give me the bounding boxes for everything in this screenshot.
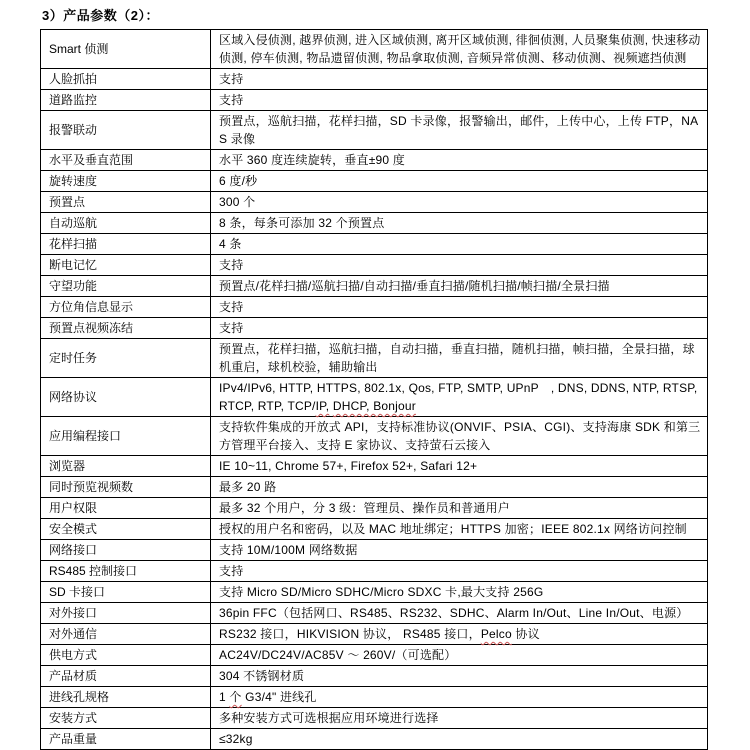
param-name: 对外接口 xyxy=(41,603,211,624)
spellcheck-underline: 个 xyxy=(229,690,242,704)
param-name: 人脸抓拍 xyxy=(41,69,211,90)
param-name: SD 卡接口 xyxy=(41,582,211,603)
spellcheck-underline: IP, xyxy=(315,399,330,413)
table-row xyxy=(41,255,708,276)
param-value: 预置点，巡航扫描，花样扫描，SD 卡录像，报警输出，邮件，上传中心，上传 FTP，NAS 录像 xyxy=(211,111,708,150)
param-name: 安装方式 xyxy=(41,708,211,729)
param-name: 同时预览视频数 xyxy=(41,477,211,498)
param-value: 最多 20 路 xyxy=(211,477,708,498)
param-value: 304 不锈钢材质 xyxy=(211,666,708,687)
param-value: 多种安装方式可选根据应用环境进行选择 xyxy=(211,708,708,729)
param-name: 对外通信 xyxy=(41,624,211,645)
table-row xyxy=(41,417,708,456)
param-value: IPv4/IPv6, HTTP, HTTPS, 802.1x, Qos, FTP, SMTP, UPnP , DNS, DDNS, NTP, RTSP, RTCP, RTP, TCP/IP, DHCP, Bonjour xyxy=(211,378,708,417)
table-row xyxy=(41,519,708,540)
product-spec-table xyxy=(40,29,708,750)
param-name: 旋转速度 xyxy=(41,171,211,192)
table-row xyxy=(41,498,708,519)
table-row xyxy=(41,297,708,318)
param-name: 网络协议 xyxy=(41,378,211,417)
param-value: 支持 xyxy=(211,297,708,318)
table-row xyxy=(41,729,708,750)
param-value: 预置点，花样扫描，巡航扫描，自动扫描，垂直扫描，随机扫描，帧扫描，全景扫描，球机重启，球机校验，辅助输出 xyxy=(211,339,708,378)
table-row xyxy=(41,90,708,111)
param-value: 支持 Micro SD/Micro SDHC/Micro SDXC 卡,最大支持 256G xyxy=(211,582,708,603)
param-name: 供电方式 xyxy=(41,645,211,666)
param-value: 支持 xyxy=(211,561,708,582)
table-row xyxy=(41,213,708,234)
param-name: 网络接口 xyxy=(41,540,211,561)
param-name: Smart 侦测 xyxy=(41,30,211,69)
param-value: 支持 xyxy=(211,255,708,276)
param-name: 产品重量 xyxy=(41,729,211,750)
table-row xyxy=(41,666,708,687)
param-value: 8 条，每条可添加 32 个预置点 xyxy=(211,213,708,234)
param-value: ≤32kg xyxy=(211,729,708,750)
table-row xyxy=(41,603,708,624)
param-value: 预置点/花样扫描/巡航扫描/自动扫描/垂直扫描/随机扫描/帧扫描/全景扫描 xyxy=(211,276,708,297)
spellcheck-underline: DHCP, Bonjour xyxy=(332,399,416,413)
param-name: 预置点 xyxy=(41,192,211,213)
param-name: 应用编程接口 xyxy=(41,417,211,456)
table-row xyxy=(41,150,708,171)
param-value: 支持 xyxy=(211,318,708,339)
table-row xyxy=(41,687,708,708)
spec-table-body xyxy=(41,30,708,750)
param-value: IE 10~11, Chrome 57+, Firefox 52+, Safari 12+ xyxy=(211,456,708,477)
table-row xyxy=(41,30,708,69)
param-name: 断电记忆 xyxy=(41,255,211,276)
table-row xyxy=(41,234,708,255)
param-name: 预置点视频冻结 xyxy=(41,318,211,339)
param-value: 300 个 xyxy=(211,192,708,213)
table-row xyxy=(41,171,708,192)
table-row xyxy=(41,624,708,645)
param-name: 安全模式 xyxy=(41,519,211,540)
param-name: 方位角信息显示 xyxy=(41,297,211,318)
table-row xyxy=(41,456,708,477)
param-value: 36pin FFC（包括网口、RS485、RS232、SDHC、Alarm In/Out、Line In/Out、电源） xyxy=(211,603,708,624)
page-title: 3）产品参数（2）： xyxy=(42,8,159,23)
table-row xyxy=(41,582,708,603)
table-row xyxy=(41,111,708,150)
param-name: 产品材质 xyxy=(41,666,211,687)
table-row xyxy=(41,339,708,378)
table-row xyxy=(41,318,708,339)
param-value: 支持 xyxy=(211,90,708,111)
param-value: 最多 32 个用户，分 3 级：管理员、操作员和普通用户 xyxy=(211,498,708,519)
table-row xyxy=(41,378,708,417)
param-name: 用户权限 xyxy=(41,498,211,519)
param-name: 进线孔规格 xyxy=(41,687,211,708)
table-row xyxy=(41,192,708,213)
param-name: 浏览器 xyxy=(41,456,211,477)
param-value: AC24V/DC24V/AC85V ～ 260V/（可选配） xyxy=(211,645,708,666)
param-name: 道路监控 xyxy=(41,90,211,111)
spellcheck-underline: Pelco xyxy=(480,627,512,641)
param-value: 6 度/秒 xyxy=(211,171,708,192)
param-value: 4 条 xyxy=(211,234,708,255)
param-name: 守望功能 xyxy=(41,276,211,297)
table-row xyxy=(41,69,708,90)
param-value: 支持软件集成的开放式 API，支持标准协议(ONVIF、PSIA、CGI)、支持海康 SDK 和第三方管理平台接入、支持 E 家协议、支持萤石云接入 xyxy=(211,417,708,456)
table-row xyxy=(41,561,708,582)
param-value: 支持 xyxy=(211,69,708,90)
param-value: RS232 接口，HIKVISION 协议， RS485 接口，Pelco 协议 xyxy=(211,624,708,645)
param-value: 授权的用户名和密码，以及 MAC 地址绑定；HTTPS 加密；IEEE 802.1x 网络访问控制 xyxy=(211,519,708,540)
param-name: 自动巡航 xyxy=(41,213,211,234)
table-row xyxy=(41,540,708,561)
table-row xyxy=(41,477,708,498)
param-value: 水平 360 度连续旋转，垂直±90 度 xyxy=(211,150,708,171)
param-name: 定时任务 xyxy=(41,339,211,378)
param-value: 1 个 G3/4" 进线孔 xyxy=(211,687,708,708)
table-row xyxy=(41,708,708,729)
param-name: 花样扫描 xyxy=(41,234,211,255)
param-name: 水平及垂直范围 xyxy=(41,150,211,171)
param-value: 区域入侵侦测, 越界侦测, 进入区域侦测, 离开区域侦测, 徘徊侦测, 人员聚集侦测, 快速移动侦测, 停车侦测, 物品遗留侦测, 物品拿取侦测, 音频异常侦测、移动侦测、视频遮挡侦测 xyxy=(211,30,708,69)
param-name: 报警联动 xyxy=(41,111,211,150)
table-row xyxy=(41,276,708,297)
param-value: 支持 10M/100M 网络数据 xyxy=(211,540,708,561)
table-row xyxy=(41,645,708,666)
param-name: RS485 控制接口 xyxy=(41,561,211,582)
